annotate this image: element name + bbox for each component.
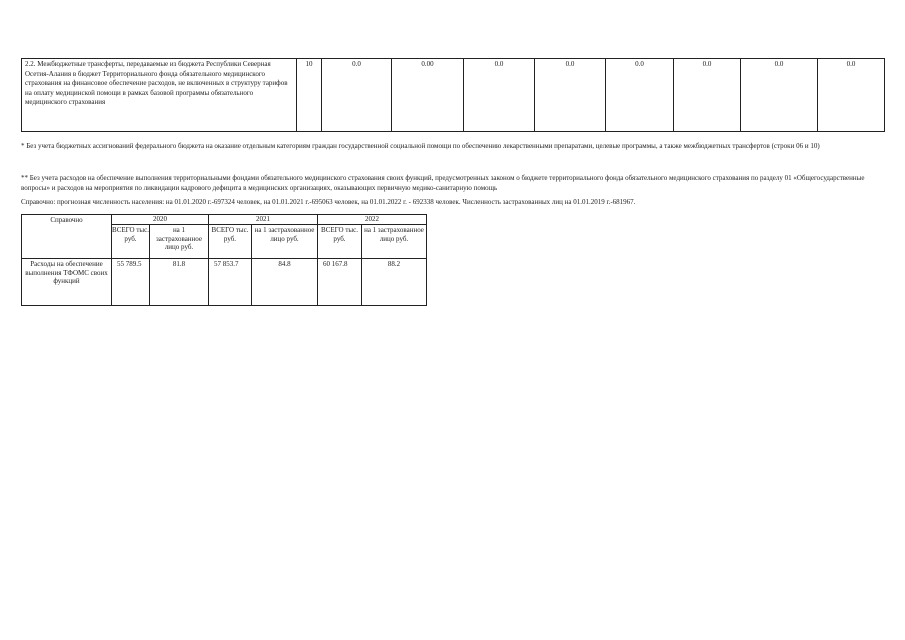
table-row [22, 59, 885, 132]
main-budget-table [21, 58, 885, 132]
table-cell: 0.0 [818, 59, 885, 132]
column-header: на 1 застрахованное лицо руб. [150, 225, 209, 259]
table-cell: 0.0 [535, 59, 606, 132]
column-header: на 1 застрахованное лицо руб. [252, 225, 318, 259]
column-header: ВСЕГО тыс. руб. [318, 225, 362, 259]
table-cell: 0.0 [741, 59, 818, 132]
table-cell: 88.2 [362, 259, 427, 306]
year-header: 2021 [209, 215, 318, 225]
table-cell: 0.00 [392, 59, 464, 132]
corner-label: Справочно [22, 215, 112, 259]
table-cell: 0.0 [464, 59, 535, 132]
table-cell: 57 853.7 [209, 259, 252, 306]
column-header: на 1 застрахованное лицо руб. [362, 225, 427, 259]
year-header: 2022 [318, 215, 427, 225]
table-row [22, 259, 427, 306]
column-header: ВСЕГО тыс. руб. [209, 225, 252, 259]
table-cell: 84.8 [252, 259, 318, 306]
table-cell: 81.8 [150, 259, 209, 306]
footnote-1: * Без учета бюджетных ассигнований федерального бюджета на оказание отдельным категориям граждан государственной социальной помощи по обеспечению лекарственными препаратами, целевые программы, а также межбюджетных трансфертов (строки 06 и 10) [21, 142, 820, 150]
year-header-row [22, 215, 427, 225]
table-cell: 0.0 [606, 59, 674, 132]
reference-note: Справочно: прогнозная численность населения: на 01.01.2020 г.-697324 человек, на 01.01.2021 г.-695063 человек, на 01.01.2022 г. - 692338 человек. Численность застрахованных лиц на 01.01.2019 г.-681967. [21, 198, 636, 206]
footnote-2: ** Без учета расходов на обеспечение выполнения территориальными фондами обязательного медицинского страхования своих функций, предусмотренных законом о бюджете территориального фонда обязательного медицинского страхования по разделу 01 «Общегосударственные вопросы» и расходов на мероприятия по ликвидации кадрового дефицита в медицинских организациях, оказывающих первичную медико-санитарную помощь [21, 174, 865, 192]
table-cell: 60 167.8 [318, 259, 362, 306]
row-line-number: 10 [297, 59, 322, 132]
year-header: 2020 [112, 215, 209, 225]
table-cell: 0.0 [674, 59, 741, 132]
column-header: ВСЕГО тыс. руб. [112, 225, 150, 259]
table-cell: 0.0 [322, 59, 392, 132]
row-label: Расходы на обеспечение выполнения ТФОМС своих функций [22, 259, 112, 306]
reference-table [21, 214, 427, 306]
table-cell: 55 789.5 [112, 259, 150, 306]
row-description: 2.2. Межбюджетные трансферты, передаваемые из бюджета Республики Северная Осетия-Алания в бюджет Территориального фонда обязательного медицинского страхования на финансовое обеспечение расходов, не включенных в структуру тарифов на оплату медицинской помощи в рамках базовой программы обязательного медицинского страхования [22, 59, 297, 132]
